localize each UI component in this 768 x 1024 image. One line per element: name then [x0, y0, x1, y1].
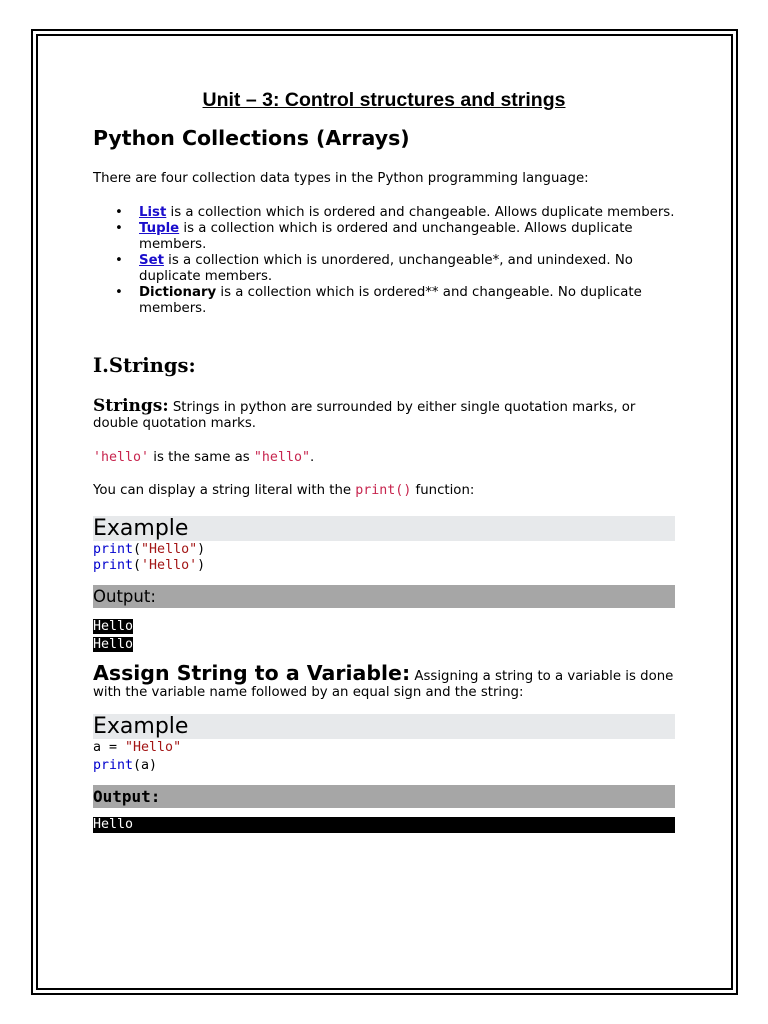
assign-section	[93, 661, 675, 701]
collections-intro: There are four collection data types in the Python programming language:	[93, 171, 589, 186]
output-line	[93, 636, 133, 654]
code-keyword: print	[93, 542, 134, 557]
bullet-icon: •	[115, 221, 123, 236]
double-quote-example: "hello"	[253, 450, 310, 465]
assign-heading: Assign String to a Variable:	[93, 661, 411, 685]
period-text: .	[309, 450, 315, 465]
output-text: Hello	[93, 817, 675, 833]
unit-title: Unit – 3: Control structures and strings	[202, 89, 566, 111]
dictionary-term: Dictionary	[139, 285, 217, 300]
link-set[interactable]: Set	[139, 253, 164, 268]
code-string: "Hello"	[141, 542, 198, 557]
list-item	[93, 285, 675, 317]
link-tuple[interactable]: Tuple	[139, 221, 180, 236]
example-heading: Example	[93, 714, 675, 739]
code-line	[93, 739, 181, 757]
display-text-prefix: You can display a string literal with the	[93, 483, 356, 498]
list-item	[93, 205, 675, 221]
code-punct: (	[133, 558, 142, 573]
output-line	[93, 618, 133, 636]
output-heading: Output:	[93, 585, 675, 608]
collections-list	[93, 205, 675, 317]
output-heading: Output:	[93, 785, 675, 808]
code-punct: )	[197, 558, 206, 573]
assign-description: Assigning a string to a variable is done with the variable name followed by an equal sign and the string:	[93, 669, 674, 700]
display-text	[93, 483, 474, 499]
code-punct: (	[133, 542, 142, 557]
strings-label: Strings:	[93, 396, 169, 416]
strings-description	[93, 398, 675, 432]
list-item-text: is a collection which is ordered and changeable. Allows duplicate members.	[166, 205, 675, 220]
list-item	[93, 221, 675, 253]
output-text: Hello	[93, 637, 134, 652]
strings-description-text: Strings in python are surrounded by either single quotation marks, or double quotation marks.	[93, 400, 636, 431]
single-quote-example: 'hello'	[93, 450, 150, 465]
bullet-icon: •	[115, 285, 123, 300]
print-function: print()	[355, 483, 412, 498]
list-item-text: is a collection which is unordered, unchangeable*, and unindexed. No duplicate members.	[139, 253, 633, 284]
strings-section-heading: I.Strings:	[93, 354, 196, 377]
display-text-suffix: function:	[411, 483, 475, 498]
code-keyword: print	[93, 758, 134, 773]
list-item	[93, 253, 675, 285]
bullet-icon: •	[115, 205, 123, 220]
code-variable: a =	[93, 740, 126, 755]
code-string: 'Hello'	[141, 558, 198, 573]
code-keyword: print	[93, 558, 134, 573]
output-text: Hello	[93, 619, 134, 634]
code-punct: )	[197, 542, 206, 557]
list-item-text: is a collection which is ordered and unchangeable. Allows duplicate members.	[139, 221, 633, 252]
link-list[interactable]: List	[139, 205, 167, 220]
bullet-icon: •	[115, 253, 123, 268]
quote-example	[93, 450, 314, 466]
same-as-text: is the same as	[149, 450, 254, 465]
example-heading: Example	[93, 516, 675, 541]
collections-heading: Python Collections (Arrays)	[93, 126, 410, 150]
code-args: (a)	[133, 758, 158, 773]
code-string: "Hello"	[125, 740, 182, 755]
code-line	[93, 757, 157, 775]
list-item-text: is a collection which is ordered** and changeable. No duplicate members.	[139, 285, 642, 316]
code-line	[93, 557, 205, 575]
